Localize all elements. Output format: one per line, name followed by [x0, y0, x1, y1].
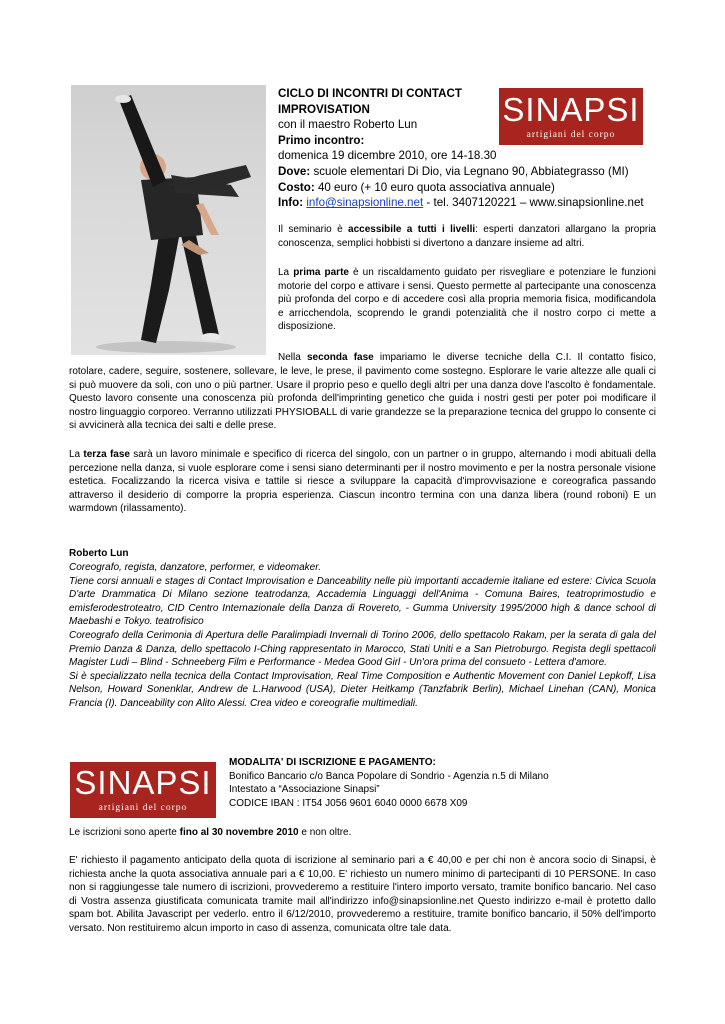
intro-p2-c: è un riscaldamento guidato per risvegliare e potenziare le funzioni motorie del corpo e attivare i sensi. Questo permette al partecipante una conoscenza più profonda del corpo e di accedere così alla propria memoria fisica, modificandola e arricchendola, scoprendo le grandi potenzialità che il nostro corpo ci mette a disposizione.: [278, 267, 656, 333]
logo-tagline-bottom: artigiani del corpo: [98, 803, 188, 813]
bio-line-4: Si è specializzato nella tecnica della Contact Improvisation, Real Time Composition e Authentic Movement con Daniel Lepkoff, Lisa Nelson, Howard Sonenklar, Andrew de L.Harwood (USA), Dieter Heitkamp (Tanzfabrik Berlin), Michael Linehan (CAN), Monica Francia (I). Danceability con Alito Alessi. Crea video e coreografie multimediali.: [69, 670, 656, 709]
sinapsi-logo-bottom: [70, 762, 216, 818]
cost-line: [278, 180, 678, 196]
third-phase-a: La: [69, 449, 84, 460]
payment-block: [229, 756, 659, 810]
deadline-line: [69, 826, 656, 840]
first-meeting-label: Primo incontro:: [278, 133, 365, 147]
payment-line-1: Bonifico Bancario c/o Banca Popolare di Sondrio - Agenzia n.5 di Milano: [229, 770, 549, 782]
bio-line-2: Tiene corsi annuali e stages di Contact Improvisation e Danceability nelle più importanti accademie italiane ed estere: Civica Scuola D'arte Drammatica Di Milano sezione teatrodanza, Accademia Linguaggi dell'Anima - Comuna Baires, teatroprimostudio e emisferodestroteatro, CID Centro Internazionale della Danza di Rovereto, - Gumma University 1995/2000 high & dance school di Maebashi e Tokyo. teatrofisico: [69, 575, 656, 628]
third-phase-bold: terza fase: [83, 449, 130, 460]
third-phase-c: sarà un lavoro minimale e specifico di ricerca del singolo, con un partner o in gruppo, alternando i modi abituali della percezione nella danza, si vuole esplorare come i sensi siano determinanti per il nostro movimento e per la nostra personale visione estetica. Focalizzando la ricerca visiva e tattile si riesce a sviluppare la capacità d'improvvisazione e coreografica passando attraverso il desiderio di comporre la propria esperienza. Ciascun incontro termina con una danza libera (round roboni) E un warmdown (rilassamento).: [69, 449, 657, 515]
final-paragraph: E' richiesto il pagamento anticipato della quota di iscrizione al seminario pari a € 40,00 e per chi non è ancora socio di Sinapsi, è richiesta anche la quota associativa annuale pari a € 10,00. E' richiesto un numero minimo di partecipanti di 10 PERSONE. In caso non si raggiungesse tale numero di iscrizioni, provvederemo a restituire l'intero importo versato, tramite bonifico bancario. Nel caso di Vostra assenza giustificata comunicata tramite mail all'indirizzo info@sinapsionline.net Questo indirizzo e-mail è protetto dallo spam bot. Abilita Javascript per vederlo. entro il 6/12/2010, provvederemo a restituire, tramite bonifico bancario, il 50% dell'importo versato. Non restituiremo alcun importo in caso di assenza, comunicata oltre tale data.: [69, 855, 656, 934]
event-header: [278, 86, 678, 211]
intro-p1-c: : esperti danzatori allargano la propria conoscenza, semplici hobbisti si divertono a danzare insieme ad altri.: [278, 224, 656, 249]
logo-name-bottom: SINAPSI: [74, 764, 212, 801]
info-line: [278, 195, 678, 211]
dancers-illustration: [71, 85, 266, 355]
where-line: [278, 164, 678, 180]
title-line-1: CICLO DI INCONTRI DI CONTACT: [278, 87, 462, 100]
iban-line: CODICE IBAN : IT54 J056 9601 6040 0000 6678 X09: [229, 797, 468, 809]
cost-label: Costo:: [278, 180, 315, 194]
cost-value: 40 euro (+ 10 euro quota associativa annuale): [314, 180, 555, 194]
intro-p1-a: Il seminario è: [278, 224, 349, 235]
where-label: Dove:: [278, 164, 311, 178]
second-phase-paragraph: rotolare, cadere, seguire, sostenere, sollevare, le leve, le prese, il pavimento come sostegno. Esplorare le varie altezze alle quali ci si può muovere da soli, con uno o più partner. Usare il proprio peso e quello degli altri per una danza dove l'ascolto è fondamentale. Questo lavoro consente una conoscenza più profonda dell'imprinting genetico che guida i nostri gesti per poter poi modificare il nostro linguaggio corporeo. Verranno utilizzati PHYSIOBALL di varie grandezze se la preparazione tecnica del gruppo lo consente ci si avvicinerà alla tecnica dei salti e delle prese.: [69, 366, 656, 432]
third-phase-paragraph: [69, 448, 656, 516]
second-phase-a: Nella: [278, 352, 307, 363]
intro-p2-a: La: [278, 267, 294, 278]
payment-line-2: Intestato a “Associazione Sinapsi”: [229, 784, 380, 796]
second-phase-bold: seconda fase: [306, 352, 374, 363]
intro-p1-bold: accessibile a tutti i livelli: [348, 224, 476, 235]
deadline-a: Le iscrizioni sono aperte: [69, 827, 180, 838]
dancers-photo: [71, 85, 266, 355]
payment-title: MODALITA' DI ISCRIZIONE E PAGAMENTO:: [229, 757, 436, 768]
info-rest: - tel. 3407120221 – www.sinapsionline.net: [423, 196, 644, 210]
where-value: scuole elementari Di Dio, via Legnano 90, Abbiategrasso (MI): [310, 164, 629, 178]
info-label: Info:: [278, 196, 304, 210]
second-phase-first-line: [278, 351, 656, 365]
intro-paragraph-2: [278, 266, 656, 334]
info-email-link[interactable]: info@sinapsionline.net: [306, 196, 424, 210]
logo-name: SINAPSI: [502, 91, 640, 128]
second-phase-c: impariamo le diverse tecniche della C.I. Il contatto fisico,: [373, 352, 657, 363]
bio-line-3: Coreografo della Cerimonia di Apertura delle Paralimpiadi Invernali di Torino 2006, dello spettacolo Rakam, per la serata di gala del Premio Danza & Danza, dello spettacolo I-Ching rappresentato in Marocco, Stati Uniti e a San Pietroburgo. Regista degli spettacoli Magister Ludi – Blind - Schneeberg Film e Performance - Medea Good Girl - Un'ora prima del consueto - Lettera d'amore.: [69, 629, 656, 669]
teacher-line: con il maestro Roberto Lun: [278, 118, 418, 132]
logo-tagline: artigiani del corpo: [526, 130, 616, 140]
title-line-2: IMPROVISATION: [278, 102, 370, 116]
bio-name: Roberto Lun: [69, 548, 129, 559]
deadline-bold: fino al 30 novembre 2010: [179, 827, 299, 838]
deadline-c: e non oltre.: [298, 827, 352, 838]
bio-block: [69, 561, 656, 711]
date-line: domenica 19 dicembre 2010, ore 14-18.30: [278, 149, 497, 163]
bio-line-1: Coreografo, regista, danzatore, performer, e videomaker.: [69, 562, 321, 573]
intro-p2-bold: prima parte: [293, 267, 349, 278]
intro-paragraph-1: [278, 223, 656, 250]
